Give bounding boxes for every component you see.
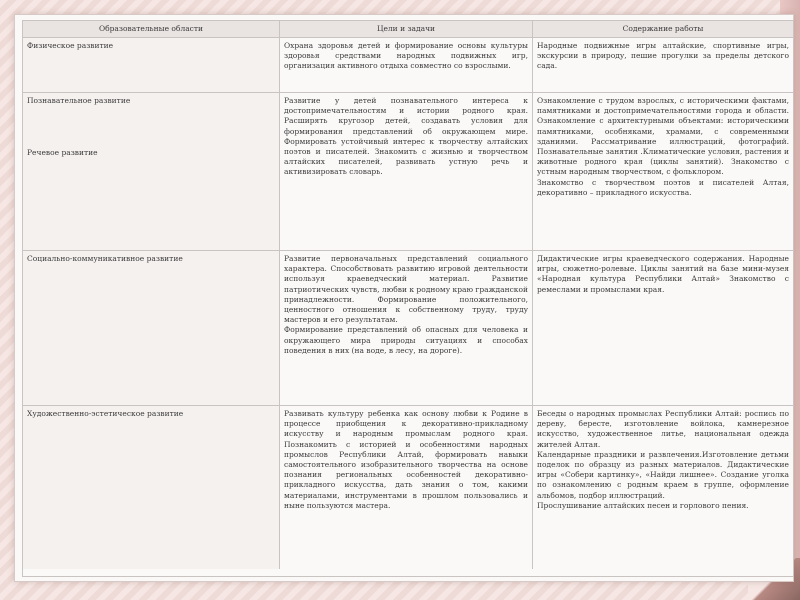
area-cell [23,93,280,251]
content-text: Дидактические игры краеведческого содержания. Народные игры, сюжетно-ролевые. Циклы занятий на базе мини-музея «Народная культура Республики Алтай» Знакомство с ремеслами и промыслами края. [537,254,789,294]
header-content: Содержание работы [533,21,793,38]
area-cell [23,251,280,406]
goals-cell [280,406,533,569]
content-text: Ознакомление с трудом взрослых, с историческими фактами, памятниками и достопримечательностями города и области. Ознакомление с архитектурными объектами: историческими памятниками, особняками, храмами, с современными зданиями. Рассматривание иллюстраций, фотографий. Познавательные занятия .Климатические условия, растения и животные родного края (циклы занятий). Знакомство с устным народным творчеством, с фольклором. [537,96,789,177]
area-cell [23,38,280,93]
goals-text: Развитие у детей познавательного интереса к достопримечательностям и истории родного края. Расширять кругозор детей, создавать условия для формирования представлений об окружающем мире. Формировать устойчивый интерес к творчеству алтайских поэтов и писателей. Знакомить с жизнью и творчеством алтайских писателей, развивать устную речь и активизировать словарь. [284,96,528,177]
goals-text: Формирование представлений об опасных для человека и окружающего мира природы ситуациях и способах поведения в них (на воде, в лесу, на дороге). [284,325,528,355]
content-text: Прослушивание алтайских песен и горлового пения. [537,500,749,510]
content-cell [533,38,793,93]
area-social: Социально-коммуникативное развитие [27,254,183,263]
content-cell [533,251,793,406]
area-cell [23,406,280,569]
header-goals: Цели и задачи [280,21,533,38]
goals-cell [280,93,533,251]
area-speech: Речевое развитие [27,148,98,158]
content-cell [533,406,793,569]
goals-text: Развивать культуру ребенка как основу любви к Родине в процессе приобщения к декоративно-прикладному искусству и народным промыслам родного края. Познакомить с историей и особенностями народных промыслов Республики Алтай, формировать навыки самостоятельного изобразительного творчества на основе познания региональных особенностей декоративно-прикладного искусства, дать знания о том, какими материалами, инструментами в прошлом пользовались и ныне пользуются мастера. [284,409,528,510]
goals-cell [280,251,533,406]
area-artistic: Художественно-эстетическое развитие [27,409,184,418]
content-text: Беседы о народных промыслах Республики Алтай: роспись по дереву, бересте, изготовление войлока, камнерезное искусство, художественное литье, национальная одежда жителей Алтая. [537,409,789,449]
goals-text: Развитие первоначальных представлений социального характера. Способствовать развитию игровой деятельности используя краеведческий материал. Развитие патриотических чувств, любви к родному краю гражданской принадлежности. Формирование положительного, ценностного отношения к собственному труду, труду мастеров и его результатам. [284,254,528,325]
area-physical: Физическое развитие [27,41,114,50]
area-cognitive: Познавательное развитие [27,96,131,105]
goals-text: Охрана здоровья детей и формирование основы культуры здоровья средствами народных подвижных игр, организация активного отдыха совместно со взрослыми. [284,41,528,71]
content-text: Знакомство с творчеством поэтов и писателей Алтая, декоративно – прикладного искусства. [537,177,789,197]
header-areas: Образовательные области [23,21,280,38]
education-areas-table [22,20,794,577]
content-text: Календарные праздники и развлечения.Изготовление детьми поделок по образцу из разных материалов. Дидактические игры «Собери картинку», «Найди лишнее». Создание уголка по ознакомлению с родным краем в группе, оформление альбомов, подбор иллюстраций. [537,449,789,500]
content-text: Народные подвижные игры алтайские, спортивные игры, экскурсии в природу, пешие прогулки за пределы детского сада. [537,41,789,71]
goals-cell [280,38,533,93]
content-cell [533,93,793,251]
